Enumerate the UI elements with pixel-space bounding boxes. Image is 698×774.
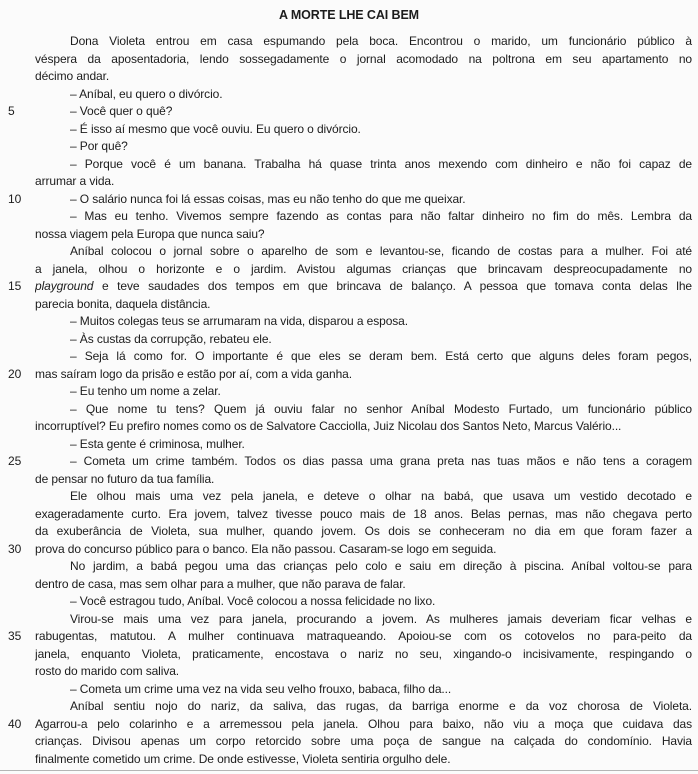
line-number [0,383,35,401]
line-number [0,523,35,541]
line-number [0,156,35,174]
line-text: Ele olhou mais uma vez pela janela, e deteve o olhar na babá, que usava um vestido decotado e [70,489,692,503]
line-number [0,121,35,139]
text-line [0,261,698,279]
text-line [0,156,698,174]
line-number [0,261,35,279]
text-line [0,121,698,139]
text-line [0,681,698,699]
line-text: rabugentas, matutou. A mulher continuava matraqueando. Apoiou-se com os cotovelos no para-peito da [35,629,692,643]
line-number: 5 [8,104,15,118]
line-text: – O salário nunca foi lá essas coisas, mas eu não tenho do que me queixar. [70,191,466,206]
line-number [0,33,35,51]
text-line [0,418,698,436]
line-number [0,488,35,506]
line-number: 15 [8,279,22,293]
line-text: véspera da aposentadoria, lendo sossegadamente o jornal acomodado na poltrona em seu apartamento no [35,51,692,66]
line-number [0,593,35,611]
text-line [0,541,698,559]
line-text: – Esta gente é criminosa, mulher. [70,436,245,451]
line-text: Dona Violeta entrou em casa espumando pela boca. Encontrou o marido, um funcionário público à [70,34,692,48]
text-line [0,576,698,594]
line-text: – Cometa um crime também. Todos os dias passa uma grana preta nas tuas mãos e não tens a coragem [70,454,692,468]
text-line [0,663,698,681]
line-number [0,418,35,436]
line-number [0,663,35,681]
text-body [0,33,698,768]
text-line [0,138,698,156]
text-line [0,366,698,384]
text-line [0,296,698,314]
line-text: arrumar a vida. [35,174,115,188]
line-number [0,208,35,226]
text-line [0,331,698,349]
line-number [0,173,35,191]
line-text: – Seja lá como for. O importante é que eles se deram bem. Está certo que alguns deles foram pegos, [70,349,692,363]
line-number [0,436,35,454]
line-text: – Cometa um crime uma vez na vida seu velho frouxo, babaca, filho da... [70,681,452,696]
text-line [0,33,698,51]
text-line [0,593,698,611]
text-line [0,733,698,751]
line-number [0,313,35,331]
line-number [0,68,35,86]
line-text: dentro de casa, mas sem olhar para a mulher, que não parava de falar. [35,576,406,591]
line-text: Virou-se mais uma vez para janela, procurando a jovem. As mulheres jamais deveriam ficar velhas e [70,611,692,626]
text-line [0,173,698,191]
line-text: – Muitos colegas teus se arrumaram na vida, disparou a esposa. [70,314,408,328]
line-text: finalmente cometido um crime. De onde estivesse, Violeta sentiria orgulho dele. [35,751,451,766]
text-line [0,488,698,506]
text-line [0,243,698,261]
line-text: – Às custas da corrupção, rebateu ele. [70,331,272,346]
text-line [0,86,698,104]
line-number [0,751,35,769]
text-line [0,523,698,541]
line-text: crianças. Divisou apenas um corpo retorcido sobre uma poça de sangue na calçada do condomínio. Havia [35,734,692,748]
line-number: 30 [8,541,22,556]
page-title: A MORTE LHE CAI BEM [279,8,419,22]
line-number [0,348,35,366]
line-number: 35 [8,629,22,643]
line-text: No jardim, a babá pegou uma das crianças pelo colo e saiu em direção à piscina. Aníbal voltou-se para [70,559,692,573]
italic-word: playground [35,279,94,293]
line-number [0,86,35,104]
text-line [0,278,698,296]
line-number: 25 [8,454,22,468]
text-line [0,313,698,331]
line-text: Agarrou-a pelo colarinho e a arremessou pela janela. Olhou para baixo, não viu a moça que cuidava das [35,716,692,731]
line-number: 20 [8,366,22,381]
line-number [0,401,35,419]
line-text: décimo andar. [35,69,110,83]
bottom-rule [0,770,698,771]
line-text: exageradamente curto. Era jovem, talvez tivesse pouco mais de 18 anos. Belas pernas, mas não chegava perto [35,506,692,521]
text-line [0,226,698,244]
line-number [0,506,35,524]
text-line [0,191,698,209]
line-number [0,611,35,629]
line-number [0,576,35,594]
line-text: – Você quer o quê? [70,104,173,118]
line-text: janela, enquanto Violeta, praticamente, encostava o nariz no seu, xingando-o incisivamente, respingando o [35,646,692,661]
line-text: – Que nome tu tens? Quem já ouviu falar no senhor Aníbal Modesto Furtado, um funcionário público [70,401,692,416]
line-text: – Porque você é um banana. Trabalha há quase trinta anos mexendo com dinheiro e não foi capaz de [70,156,692,171]
line-number [0,681,35,699]
line-number [0,698,35,716]
line-number [0,558,35,576]
text-line [0,628,698,646]
text-line [0,506,698,524]
line-text: a janela, olhou o horizonte e o jardim. Avistou algumas crianças que brincavam despreocupadamente no [35,261,692,276]
text-line [0,558,698,576]
line-text: Aníbal sentiu nojo do nariz, da saliva, das rugas, da barriga enorme e da voz chorosa de Violeta. [70,699,692,713]
line-text: de pensar no futuro da tua família. [35,471,215,486]
text-line [0,68,698,86]
text-line [0,716,698,734]
line-text: incorruptível? Eu prefiro nomes como os de Salvatore Cacciolla, Juiz Nicolau dos Santos Neto, Marcus Valério... [35,419,622,433]
text-line [0,698,698,716]
line-text: rosto do marido com saliva. [35,664,180,678]
text-line [0,453,698,471]
text-line [0,646,698,664]
line-text: da exuberância de Violeta, sua mulher, quando jovem. Os dois se conheceram no dia em que foram fazer a [35,524,692,538]
line-text: – Mas eu tenho. Vivemos sempre fazendo as contas para não faltar dinheiro no fim do mês. Lembra da [70,209,692,223]
text-line [0,51,698,69]
line-number [0,138,35,156]
line-number [0,331,35,349]
line-text [35,278,698,296]
line-text: Aníbal colocou o jornal sobre o aparelho de som e levantou-se, ficando de costas para a mulher. Foi até [70,244,692,258]
line-text: parecia bonita, daquela distância. [35,296,211,311]
line-number [0,226,35,244]
line-number [0,243,35,261]
line-number: 10 [8,191,22,206]
text-segment: e teve saudades dos tempos em que brincava de balanço. A pessoa que tomava conta delas lhe [93,279,692,293]
text-line [0,471,698,489]
line-number [0,296,35,314]
text-line [0,103,698,121]
line-number: 40 [8,716,22,731]
text-line [0,208,698,226]
line-text: mas saíram logo da prisão e estão por aí, com a vida ganha. [35,366,352,381]
line-number [0,733,35,751]
line-number [0,471,35,489]
line-text: – Por quê? [70,139,128,153]
text-line [0,401,698,419]
line-text: – Aníbal, eu quero o divórcio. [70,86,223,101]
line-text: nossa viagem pela Europa que nunca saiu? [35,226,265,241]
text-line [0,383,698,401]
text-line [0,348,698,366]
line-text: – Você estragou tudo, Aníbal. Você colocou a nossa felicidade no lixo. [70,594,436,608]
text-line [0,611,698,629]
line-text: – Eu tenho um nome a zelar. [70,384,221,398]
text-line [0,436,698,454]
line-text: prova do concurso público para o banco. Ela não passou. Casaram-se logo em seguida. [35,541,497,556]
line-number [0,646,35,664]
line-text: – É isso aí mesmo que você ouviu. Eu quero o divórcio. [70,121,361,136]
line-number [0,51,35,69]
text-line [0,751,698,769]
